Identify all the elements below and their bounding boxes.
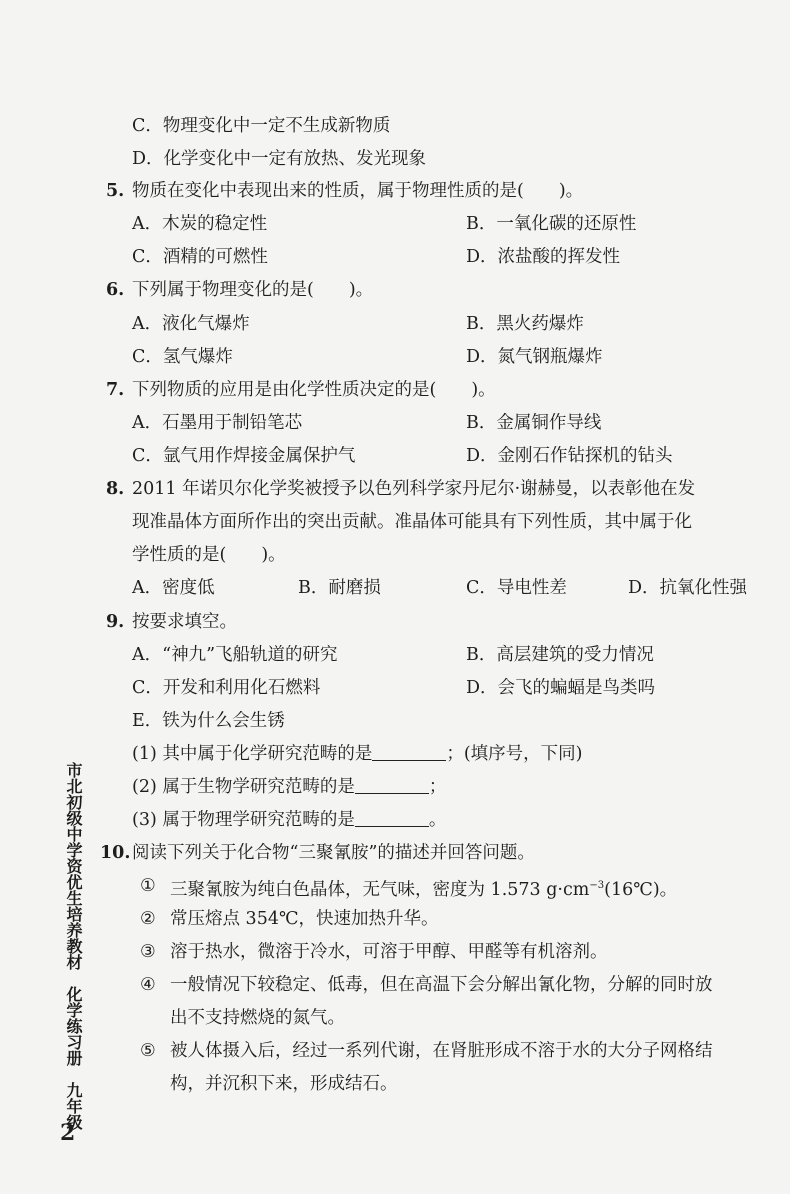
q10-item1-exponent: −3 xyxy=(589,880,605,891)
q6-option-a: A．液化气爆炸 xyxy=(132,314,250,334)
q10-item2-number: ② xyxy=(140,909,156,929)
q10-item1 xyxy=(170,874,677,902)
q10-number: 10. xyxy=(100,843,131,863)
q8-number: 8. xyxy=(106,479,125,499)
q10-item3: 溶于热水，微溶于冷水，可溶于甲醇、甲醛等有机溶剂。 xyxy=(170,942,608,962)
q9-number: 9. xyxy=(106,612,125,632)
q6-number: 6. xyxy=(106,280,125,300)
q4-option-d: D．化学变化中一定有放热、发光现象 xyxy=(132,149,427,169)
q9-sub2-tail: ； xyxy=(428,777,447,797)
q9-option-e: E．铁为什么会生锈 xyxy=(132,711,285,731)
q9-sub2 xyxy=(132,775,446,799)
q10-item4-line2: 出不支持燃烧的氮气。 xyxy=(170,1008,345,1028)
q7-option-a: A．石墨用于制铅笔芯 xyxy=(132,413,303,433)
q7-option-c: C．氩气用作焊接金属保护气 xyxy=(132,446,356,466)
q9-sub1-text: (1) 其中属于化学研究范畴的是 xyxy=(132,744,373,764)
q8-stem-line3: 学性质的是( )。 xyxy=(132,545,286,565)
q10-item3-number: ③ xyxy=(140,942,156,962)
q5-option-c: C．酒精的可燃性 xyxy=(132,247,268,267)
q7-stem: 下列物质的应用是由化学性质决定的是( )。 xyxy=(132,380,496,400)
q10-item5-number: ⑤ xyxy=(140,1041,156,1061)
q9-sub1-tail: ；(填序号，下同) xyxy=(446,744,583,764)
q10-item1-text: 三聚氰胺为纯白色晶体，无气味，密度为 1.573 g·cm xyxy=(170,879,590,900)
q8-option-b: B．耐磨损 xyxy=(298,578,381,598)
q9-option-a: A．“神九”飞船轨道的研究 xyxy=(132,645,338,665)
q9-sub2-blank[interactable] xyxy=(355,775,429,794)
q5-number: 5. xyxy=(106,181,125,201)
q9-sub1 xyxy=(132,742,583,766)
q10-stem: 阅读下列关于化合物“三聚氰胺”的描述并回答问题。 xyxy=(132,843,535,863)
q10-item2: 常压熔点 354℃，快速加热升华。 xyxy=(170,909,439,929)
q5-option-b: B．一氧化碳的还原性 xyxy=(466,214,637,234)
q9-option-d: D．会飞的蝙蝠是鸟类吗 xyxy=(466,678,656,698)
q10-item1-text-tail: (16℃)。 xyxy=(604,879,678,900)
q9-sub3-blank[interactable] xyxy=(355,808,429,827)
q6-option-b: B．黑火药爆炸 xyxy=(466,314,584,334)
q8-stem-line2: 现准晶体方面所作出的突出贡献。准晶体可能具有下列性质，其中属于化 xyxy=(132,512,692,532)
q8-stem-line1: 2011 年诺贝尔化学奖被授予以色列科学家丹尼尔·谢赫曼，以表彰他在发 xyxy=(132,479,696,499)
q8-option-a: A．密度低 xyxy=(132,578,215,598)
q7-option-d: D．金刚石作钻探机的钻头 xyxy=(466,446,673,466)
sidebar-book-title: 市北初级中学资优生培养教材 化学练习册 九年级 xyxy=(64,762,83,1130)
q8-option-c: C．导电性差 xyxy=(466,578,567,598)
q4-option-c: C．物理变化中一定不生成新物质 xyxy=(132,116,391,136)
q5-option-a: A．木炭的稳定性 xyxy=(132,214,268,234)
q9-sub1-blank[interactable] xyxy=(372,742,446,761)
q9-stem: 按要求填空。 xyxy=(132,612,237,632)
q9-sub2-text: (2) 属于生物学研究范畴的是 xyxy=(132,777,355,797)
q9-sub3-text: (3) 属于物理学研究范畴的是 xyxy=(132,810,355,830)
q5-stem: 物质在变化中表现出来的性质，属于物理性质的是( )。 xyxy=(132,181,584,201)
q6-option-d: D．氮气钢瓶爆炸 xyxy=(466,347,603,367)
q9-sub3 xyxy=(132,808,446,832)
q6-option-c: C．氢气爆炸 xyxy=(132,347,233,367)
q9-option-c: C．开发和利用化石燃料 xyxy=(132,678,321,698)
q10-item4-line1: 一般情况下较稳定、低毒，但在高温下会分解出氰化物，分解的同时放 xyxy=(170,975,713,995)
q10-item4-number: ④ xyxy=(140,975,156,995)
q7-number: 7. xyxy=(106,380,125,400)
q10-item5-line2: 构，并沉积下来，形成结石。 xyxy=(170,1074,398,1094)
q9-option-b: B．高层建筑的受力情况 xyxy=(466,645,654,665)
q10-item5-line1: 被人体摄入后，经过一系列代谢，在肾脏形成不溶于水的大分子网格结 xyxy=(170,1041,713,1061)
q10-item1-number: ① xyxy=(140,876,156,896)
q9-sub3-tail: 。 xyxy=(428,810,447,830)
q5-option-d: D．浓盐酸的挥发性 xyxy=(466,247,621,267)
page-number: 2 xyxy=(60,1120,76,1146)
q6-stem: 下列属于物理变化的是( )。 xyxy=(132,280,374,300)
q7-option-b: B．金属铜作导线 xyxy=(466,413,602,433)
q8-option-d: D．抗氧化性强 xyxy=(628,578,748,598)
